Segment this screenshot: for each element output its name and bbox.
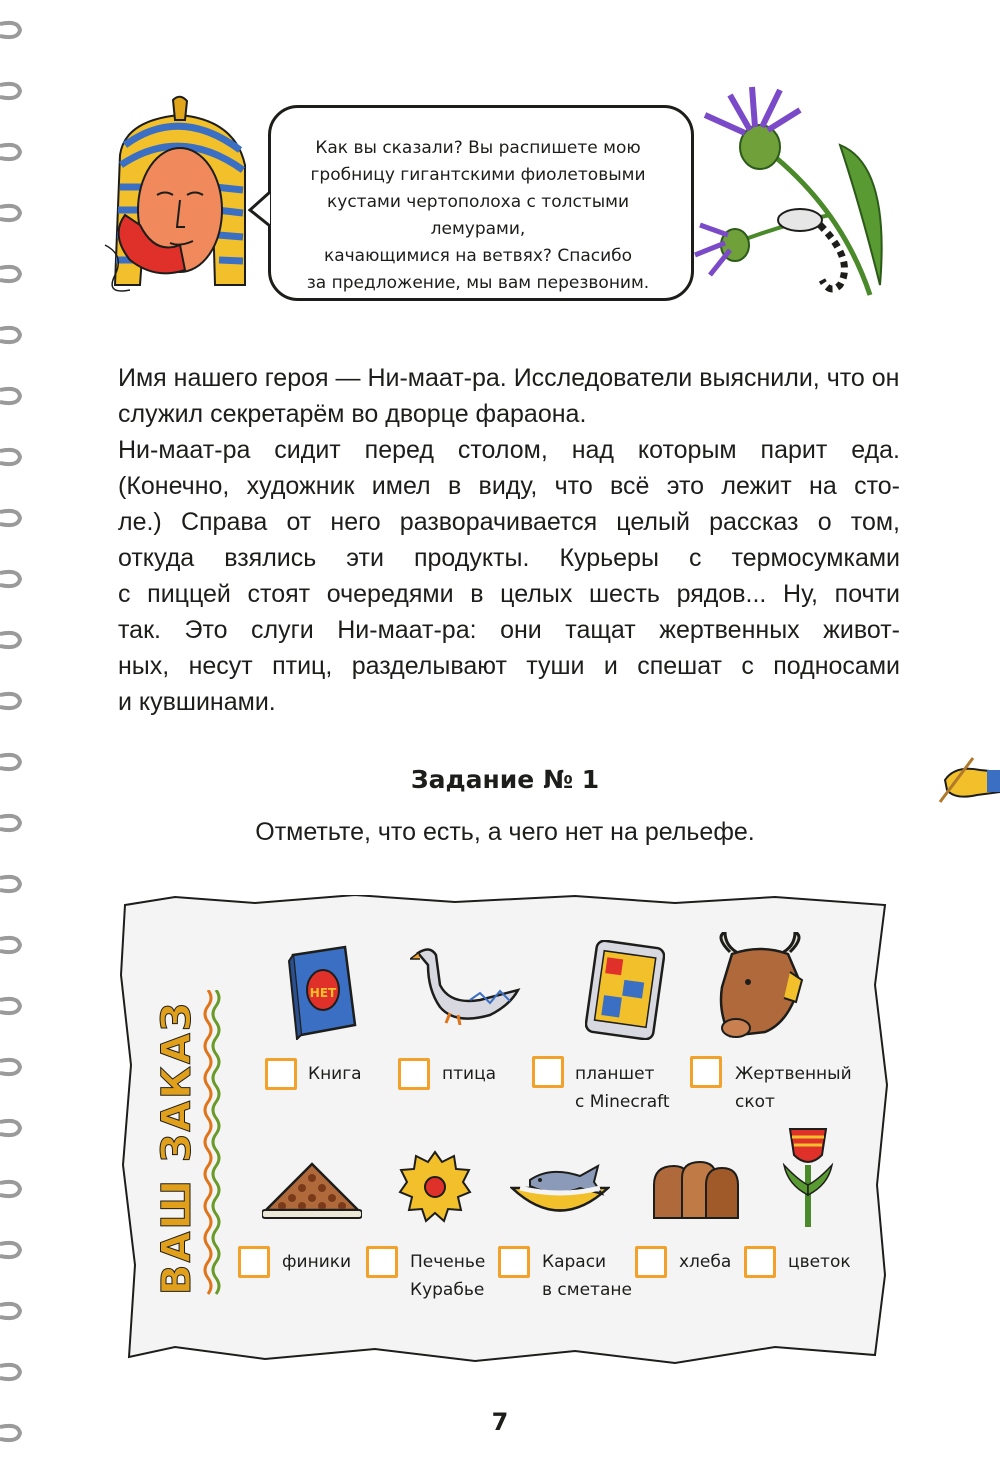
paragraph-line: так. Это слуги Ни-маат-ра: они тащат жертвенных живот- [118, 616, 900, 644]
checkbox-dates[interactable] [238, 1246, 270, 1278]
paragraph-line: с пиццей стоят очередями в целых шесть рядов... Ну, почти [118, 580, 900, 608]
binding-ring [0, 1304, 20, 1318]
label-tablet: планшет с Minecraft [575, 1064, 670, 1112]
binding-ring [0, 1365, 20, 1379]
bird-icon [410, 945, 525, 1025]
paragraph-line: Ни-маат-ра сидит перед столом, над которым парит еда. [118, 436, 900, 464]
binding-ring [0, 145, 20, 159]
binding-ring [0, 389, 20, 403]
binding-ring [0, 328, 20, 342]
binding-ring [0, 450, 20, 464]
binding-ring [0, 572, 20, 586]
label-dates: финики [282, 1252, 352, 1272]
spiral-binding [0, 0, 30, 1479]
binding-ring [0, 999, 20, 1013]
cookie-icon [398, 1150, 472, 1224]
binding-ring [0, 511, 20, 525]
bull-icon [710, 932, 810, 1042]
checkbox-tablet[interactable] [532, 1056, 564, 1088]
task-subtitle: Отметьте, что есть, а чего нет на рельефе. [255, 818, 755, 846]
binding-ring [0, 267, 20, 281]
task-title: Задание № 1 [410, 765, 600, 794]
book-cover-text: НЕТ [309, 986, 337, 1000]
checkbox-fish[interactable] [498, 1246, 530, 1278]
pharaoh-phone-illustration [85, 95, 265, 305]
label-bird: птица [442, 1064, 497, 1084]
binding-ring [0, 1121, 20, 1135]
binding-ring [0, 877, 20, 891]
label-cattle: Жертвенный скот [735, 1064, 852, 1112]
label-bread: хлеба [679, 1252, 732, 1272]
binding-ring [0, 694, 20, 708]
order-heading [152, 990, 222, 1300]
book-icon [285, 945, 360, 1040]
flower-icon [778, 1125, 838, 1230]
paragraph-line: и кувшинами. [118, 688, 276, 716]
paragraph-line: (Конечно, художник имел в виду, что всё это лежит на сто- [118, 472, 900, 500]
binding-ring [0, 938, 20, 952]
speech-bubble-text: Как вы сказали? Вы распишете мою гробницу гигантскими фиолетовыми кустами чертополоха с толстыми лемурами, качающимися на ветвях? Спасибо за предложение, мы вам перезвоним. [306, 138, 650, 293]
fish-icon [510, 1158, 610, 1223]
speech-bubble-tail [248, 190, 278, 230]
intro-paragraph: Имя нашего героя — Ни-маат-ра. Исследователи выяснили, что он служил секретарём во дворце фараона. [118, 364, 900, 428]
label-fish: Караси в сметане [542, 1252, 632, 1300]
checkbox-bread[interactable] [635, 1246, 667, 1278]
label-cookie: Печенье Курабье [410, 1252, 486, 1300]
binding-ring [0, 633, 20, 647]
checkbox-book[interactable] [265, 1058, 297, 1090]
paragraph-line: откуда взялись эти продукты. Курьеры с термосумками [118, 544, 900, 572]
checkbox-flower[interactable] [744, 1246, 776, 1278]
dates-icon [262, 1160, 362, 1220]
checkbox-cattle[interactable] [690, 1056, 722, 1088]
binding-ring [0, 1426, 20, 1440]
binding-ring [0, 1182, 20, 1196]
label-book: Книга [308, 1064, 362, 1084]
binding-ring [0, 23, 20, 37]
binding-ring [0, 1060, 20, 1074]
binding-ring [0, 84, 20, 98]
checkbox-cookie[interactable] [366, 1246, 398, 1278]
binding-ring [0, 1243, 20, 1257]
thistle-lemur-illustration [690, 85, 900, 300]
page-number: 7 [491, 1408, 509, 1436]
binding-ring [0, 206, 20, 220]
paragraph-line: ных, несут птиц, разделывают туши и спешат с подносами [118, 652, 900, 680]
description-paragraph [118, 432, 900, 720]
paragraph-line: ле.) Справа от него разворачивается целый рассказ о том, [118, 508, 900, 536]
bread-icon [650, 1160, 742, 1222]
label-flower: цветок [788, 1252, 851, 1272]
order-heading-text: ВАШ ЗАКАЗ [154, 1000, 200, 1295]
tablet-icon [585, 940, 665, 1040]
checkbox-bird[interactable] [398, 1058, 430, 1090]
